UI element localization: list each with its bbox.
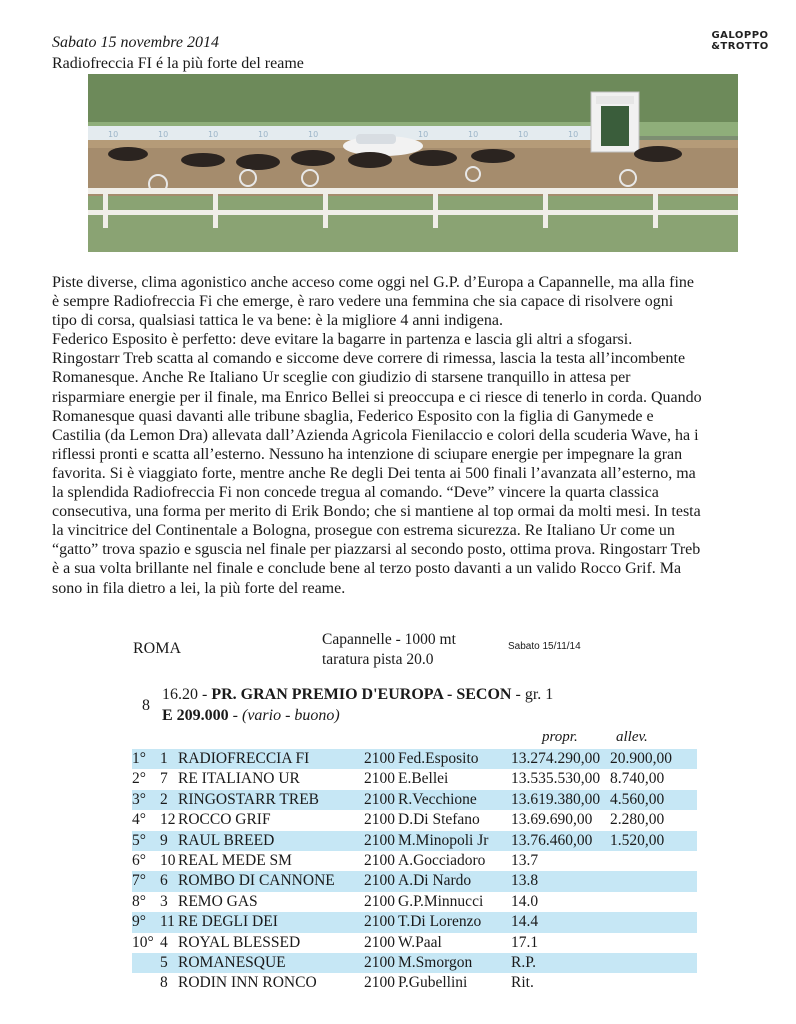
result-position: 1°: [132, 750, 146, 767]
result-number: 8: [160, 974, 168, 992]
result-propr: Rit.: [511, 974, 534, 992]
column-header-allev: allev.: [616, 729, 648, 745]
result-horse: ROYAL BLESSED: [178, 933, 301, 951]
result-position: 5°: [132, 831, 146, 849]
logo-line-1: GALOPPO: [711, 30, 769, 41]
result-distance: 2100: [364, 750, 395, 767]
result-propr: 13.76.460,00: [511, 831, 593, 849]
result-number: 5: [160, 953, 168, 971]
article-line: Castilia (da Lemon Dra) allevata dall’Azienda Agricola Fienilaccio e colori della scuderia Wave, ha i: [52, 426, 699, 444]
article-headline: Radiofreccia FI é la più forte del reame: [52, 55, 304, 72]
result-position: 3°: [132, 790, 146, 808]
result-distance: 2100: [364, 811, 395, 829]
result-number: 2: [160, 790, 168, 808]
banner-logo-1: 10: [108, 130, 119, 139]
table-row: [132, 810, 697, 830]
race-conditions: - (vario - buono): [228, 707, 340, 724]
article-date: Sabato 15 novembre 2014: [52, 34, 219, 51]
result-distance: 2100: [364, 953, 395, 971]
article-line: risparmiare energie per il finale, ma Enrico Bellei si preoccupa e ci riesce di tenerlo in corda. Quando: [52, 388, 702, 406]
result-number: 6: [160, 872, 168, 890]
banner-logo-3: 10: [208, 130, 219, 139]
article-line: favorita. Si è viaggiato forte, mentre anche Re degli Dei tenta ai 500 finali l’avanzata all’esterno, ma: [52, 464, 696, 482]
photo-finish-post: [591, 92, 639, 152]
article-line: Ringostarr Treb scatta al comando e siccome deve correre di rimessa, lascia la testa all’incombente: [52, 350, 686, 368]
result-propr: 13.7: [511, 851, 539, 869]
result-propr: 14.0: [511, 892, 539, 910]
result-number: 11: [160, 913, 175, 931]
result-horse: RAUL BREED: [178, 831, 275, 849]
horse-3: [236, 154, 280, 170]
article-line: la splendida Radiofreccia Fi non concede tregua al comando. “Deve” vincere la quarta classica: [52, 484, 659, 502]
table-row: [132, 749, 697, 769]
table-row: [132, 933, 697, 953]
result-position: 2°: [132, 770, 146, 788]
horse-7: [471, 149, 515, 163]
table-row: [132, 912, 697, 932]
result-propr: 13.8: [511, 872, 539, 890]
banner-logo-8: 10: [518, 130, 529, 139]
horse-8: [634, 146, 682, 162]
table-row: [132, 769, 697, 789]
result-allev: 4.560,00: [610, 790, 665, 808]
fence-rail-top: [88, 188, 738, 194]
result-position: 4°: [132, 811, 146, 829]
result-propr: 13.535.530,00: [511, 770, 601, 788]
article-line: consecutiva, una forma per merito di Erik Bondo; che si mantiene al top ormai da molti mesi. In testa: [52, 503, 701, 521]
column-header-propr: propr.: [542, 729, 578, 745]
article-line: Romanesque. Anche Re Italiano Ur sceglie con giudizio di starsene tranquillo in attesa per: [52, 369, 631, 387]
result-distance: 2100: [364, 913, 395, 931]
race-prize-line: [162, 707, 340, 725]
result-driver: W.Paal: [398, 933, 442, 951]
result-position: 10°: [132, 933, 154, 951]
fence-post-5: [543, 188, 548, 228]
result-propr: 14.4: [511, 913, 539, 931]
race-number: 8: [142, 697, 150, 714]
car-roof: [356, 134, 396, 144]
banner-logo-2: 10: [158, 130, 169, 139]
race-photo: [88, 74, 738, 252]
horse-5: [348, 152, 392, 168]
horse-4: [291, 150, 335, 166]
result-position: 6°: [132, 851, 146, 869]
horse-6: [409, 150, 457, 166]
banner-logo-9: 10: [568, 130, 579, 139]
result-driver: R.Vecchione: [398, 790, 477, 808]
race-city: ROMA: [133, 640, 182, 657]
result-distance: 2100: [364, 851, 395, 869]
result-driver: D.Di Stefano: [398, 811, 480, 829]
result-horse: RINGOSTARR TREB: [178, 790, 320, 808]
result-distance: 2100: [364, 892, 395, 910]
horse-2: [181, 153, 225, 167]
result-number: 12: [160, 811, 176, 829]
table-row: [132, 892, 697, 912]
result-distance: 2100: [364, 872, 395, 890]
result-allev: 20.900,00: [610, 750, 672, 767]
result-number: 4: [160, 933, 168, 951]
race-prize: E 209.000: [162, 707, 229, 724]
result-driver: G.P.Minnucci: [398, 892, 484, 910]
table-row: [132, 831, 697, 851]
result-driver: M.Minopoli Jr: [398, 831, 489, 849]
article-line: è a sua volta brillante nel finale e conclude bene al terzo posto davanti a un valido Rocco Grif. Ma: [52, 560, 682, 578]
race-venue: [322, 630, 456, 670]
result-horse: ROMBO DI CANNONE: [178, 872, 335, 890]
result-driver: E.Bellei: [398, 770, 449, 788]
article-line: riflessi pronti e scatta all’esterno. Nessuno ha intenzione di sciupare energie per impegnare la gran: [52, 445, 683, 463]
result-horse: RE DEGLI DEI: [178, 913, 278, 931]
result-distance: 2100: [364, 933, 395, 951]
article-line: Piste diverse, clima agonistico anche acceso come oggi nel G.P. d’Europa a Capannelle, ma alla fine: [52, 274, 694, 291]
result-driver: P.Gubellini: [398, 974, 468, 992]
result-number: 10: [160, 851, 176, 869]
finish-post-top: [596, 96, 634, 104]
result-position: 8°: [132, 892, 146, 910]
result-distance: 2100: [364, 770, 395, 788]
result-propr: R.P.: [511, 953, 536, 971]
result-horse: REMO GAS: [178, 892, 258, 910]
table-row: [132, 871, 697, 891]
results-table: [132, 749, 697, 994]
race-title: [162, 686, 553, 704]
race-date: Sabato 15/11/14: [508, 641, 581, 652]
result-driver: A.Gocciadoro: [398, 851, 486, 869]
result-horse: RADIOFRECCIA FI: [178, 750, 310, 767]
table-row: [132, 790, 697, 810]
table-row: [132, 851, 697, 871]
result-allev: 2.280,00: [610, 811, 665, 829]
result-distance: 2100: [364, 831, 395, 849]
result-driver: Fed.Esposito: [398, 750, 479, 767]
result-number: 1: [160, 750, 168, 767]
result-propr: 13.619.380,00: [511, 790, 601, 808]
race-time: 16.20 -: [162, 686, 212, 703]
result-number: 7: [160, 770, 168, 788]
venue-calibration: taratura pista 20.0: [322, 651, 434, 668]
logo-line-2: &TROTTO: [711, 41, 769, 52]
result-driver: A.Di Nardo: [398, 872, 472, 890]
result-driver: T.Di Lorenzo: [398, 913, 482, 931]
result-horse: ROMANESQUE: [178, 953, 286, 971]
banner-logo-5: 10: [308, 130, 319, 139]
venue-track: Capannelle - 1000 mt: [322, 631, 456, 648]
result-propr: 13.274.290,00: [511, 750, 601, 767]
article-line: la vincitrice del Continentale a Bologna, prosegue con estrema sicurezza. Re Italiano Ur come un: [52, 522, 675, 540]
banner-logo-4: 10: [258, 130, 269, 139]
result-number: 9: [160, 831, 168, 849]
finish-post-window: [601, 106, 629, 146]
fence-post-4: [433, 188, 438, 228]
photo-infield-grass: [88, 74, 738, 122]
result-number: 3: [160, 892, 168, 910]
article-line: “gatto” trova spazio e sguscia nel finale per piazzarsi al secondo posto, ottima prova. Ringostarr Treb: [52, 541, 701, 559]
result-horse: ROCCO GRIF: [178, 811, 271, 829]
article-body: [52, 273, 752, 598]
result-position: 9°: [132, 913, 146, 931]
banner-logo-6: 10: [418, 130, 429, 139]
article-line: è sempre Radiofreccia Fi che emerge, è raro vedere una femmina che sia capace di risolvere ogni: [52, 293, 674, 311]
result-allev: 8.740,00: [610, 770, 665, 788]
publication-logo: [704, 30, 776, 52]
fence-rail-bottom: [88, 210, 738, 215]
result-distance: 2100: [364, 974, 395, 992]
table-row: [132, 973, 697, 993]
table-row: [132, 953, 697, 973]
result-position: 7°: [132, 872, 146, 890]
fence-post-6: [653, 188, 658, 228]
article-line: Romanesque quasi davanti alle tribune sbaglia, Federico Esposito con la figlia di Ganymede e: [52, 407, 654, 425]
article-line: tipo di corsa, qualsiasi tattica le va bene: è la migliore 4 anni indigena.: [52, 312, 503, 330]
race-grade: - gr. 1: [511, 686, 554, 703]
article-line: sono in fila dietro a lei, la più forte del reame.: [52, 579, 346, 597]
result-allev: 1.520,00: [610, 831, 665, 849]
article-line: Federico Esposito è perfetto: deve evitare la bagarre in partenza e lascia gli altri a sfogarsi.: [52, 331, 633, 349]
result-horse: RODIN INN RONCO: [178, 974, 317, 992]
result-propr: 13.69.690,00: [511, 811, 593, 829]
result-distance: 2100: [364, 790, 395, 808]
banner-logo-7: 10: [468, 130, 479, 139]
fence-post-3: [323, 188, 328, 228]
result-driver: M.Smorgon: [398, 953, 473, 971]
fence-post-1: [103, 188, 108, 228]
fence-post-2: [213, 188, 218, 228]
race-name: PR. GRAN PREMIO D'EUROPA - SECON: [211, 686, 512, 703]
horse-1: [108, 147, 148, 161]
result-horse: REAL MEDE SM: [178, 851, 292, 869]
result-horse: RE ITALIANO UR: [178, 770, 300, 788]
result-propr: 17.1: [511, 933, 539, 951]
photo-foreground-grass: [88, 196, 738, 252]
